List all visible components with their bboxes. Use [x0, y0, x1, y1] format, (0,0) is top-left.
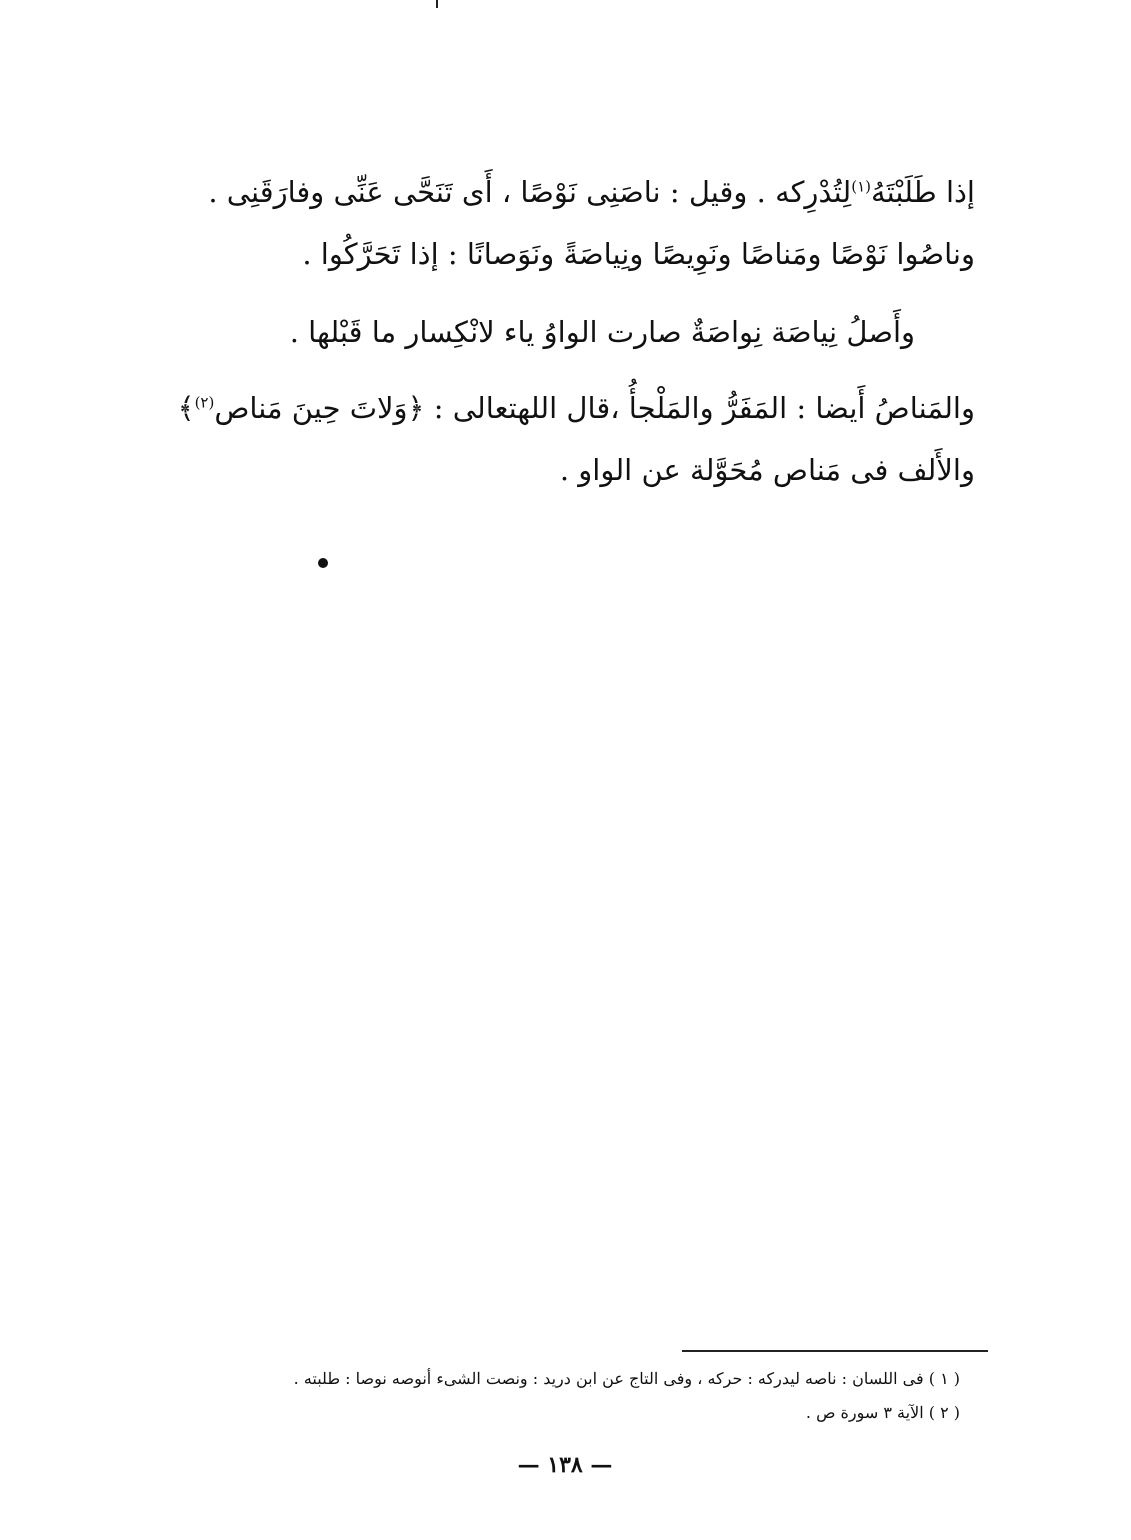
footnote-ref-2: (٢)	[194, 393, 215, 412]
text-line-4-start: والمَناصُ أَيضا : المَفَرُّ والمَلْجأُ ،قال اللهتعالى : ﴿وَلاتَ حِينَ مَناص	[214, 391, 975, 425]
footnote-ref-1: (١)	[851, 177, 872, 196]
text-line-4	[178, 379, 975, 437]
text-line-5: والأَلف فى مَناص مُحَوَّلة عن الواو .	[559, 453, 975, 487]
footnote-1: ( ١ ) فى اللسان : ناصه ليدركه : حركه ، وفى التاج عن ابن دريد : ونصت الشىء أنوصه نوصا : طلبته .	[293, 1369, 960, 1388]
ink-dot	[318, 558, 328, 568]
text-line-3: وأَصلُ نِياصَة نِواصَةٌ صارت الواوُ ياء لانْكِسار ما قَبْلها .	[289, 315, 915, 349]
text-line-2: وناصُوا نَوْصًا ومَناصًا ونَوِيصًا ونِياصَةً ونَوَصانًا : إذا تَحَرَّكُوا .	[302, 237, 975, 271]
text-line-1-start: إذا طَلَبْتَهُ	[871, 175, 975, 209]
text-line-1	[208, 163, 975, 221]
scan-mark	[436, 0, 438, 8]
text-line-4-end: ﴾	[177, 391, 195, 425]
footnote-separator	[682, 1350, 988, 1352]
text-line-1-end: لِتُدْرِكه . وقيل : ناصَنِى نَوْصًا ، أَى تَنَحَّى عَنِّى وفارَقَنِى .	[208, 175, 852, 209]
footnote-2: ( ٢ ) الآية ٣ سورة ص .	[805, 1403, 960, 1422]
page-number: — ١٣٨ —	[517, 1452, 613, 1478]
